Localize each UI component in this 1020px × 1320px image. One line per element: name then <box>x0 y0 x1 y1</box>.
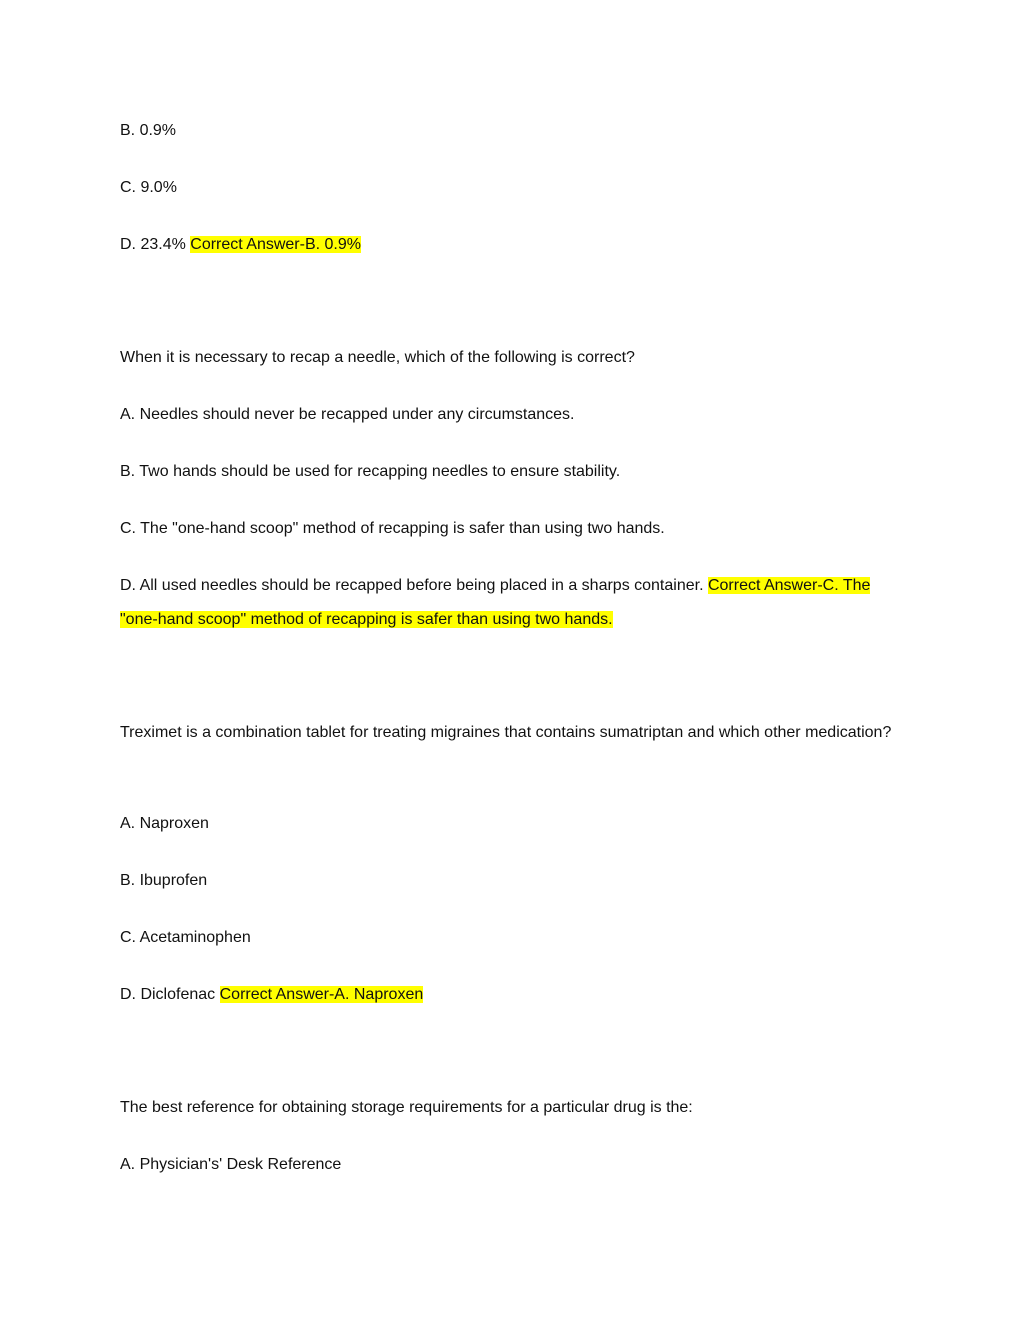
q2-option-d-line <box>120 569 910 637</box>
q3-option-d-line <box>120 984 423 1006</box>
q2-option-d: D. All used needles should be recapped before being placed in a sharps container. <box>120 577 704 594</box>
q3-option-a: A. Naproxen <box>120 815 209 832</box>
q1-correct-answer: Correct Answer-B. 0.9% <box>190 236 361 253</box>
q4-option-a: A. Physician's' Desk Reference <box>120 1156 342 1173</box>
q4-question: The best reference for obtaining storage requirements for a particular drug is the: <box>120 1099 693 1116</box>
q2-option-b: B. Two hands should be used for recapping needles to ensure stability. <box>120 463 621 480</box>
q2-option-c: C. The "one-hand scoop" method of recapping is safer than using two hands. <box>120 520 665 537</box>
q1-option-b: B. 0.9% <box>120 122 177 139</box>
q1-option-c: C. 9.0% <box>120 179 177 196</box>
q3-option-b: B. Ibuprofen <box>120 872 208 889</box>
q3-question: Treximet is a combination tablet for treating migraines that contains sumatriptan and which other medication? <box>120 724 892 741</box>
q1-option-d: D. 23.4% <box>120 236 186 253</box>
q2-question: When it is necessary to recap a needle, which of the following is correct? <box>120 349 635 366</box>
q3-option-c: C. Acetaminophen <box>120 929 251 946</box>
q1-option-d-line <box>120 234 361 256</box>
q3-correct-answer: Correct Answer-A. Naproxen <box>219 986 424 1003</box>
q2-correct-answer: Correct Answer-C. The "one-hand scoop" method of recapping is safer than using two hands. <box>120 577 871 628</box>
q2-option-a: A. Needles should never be recapped under any circumstances. <box>120 406 575 423</box>
q3-option-d: D. Diclofenac <box>120 986 216 1003</box>
